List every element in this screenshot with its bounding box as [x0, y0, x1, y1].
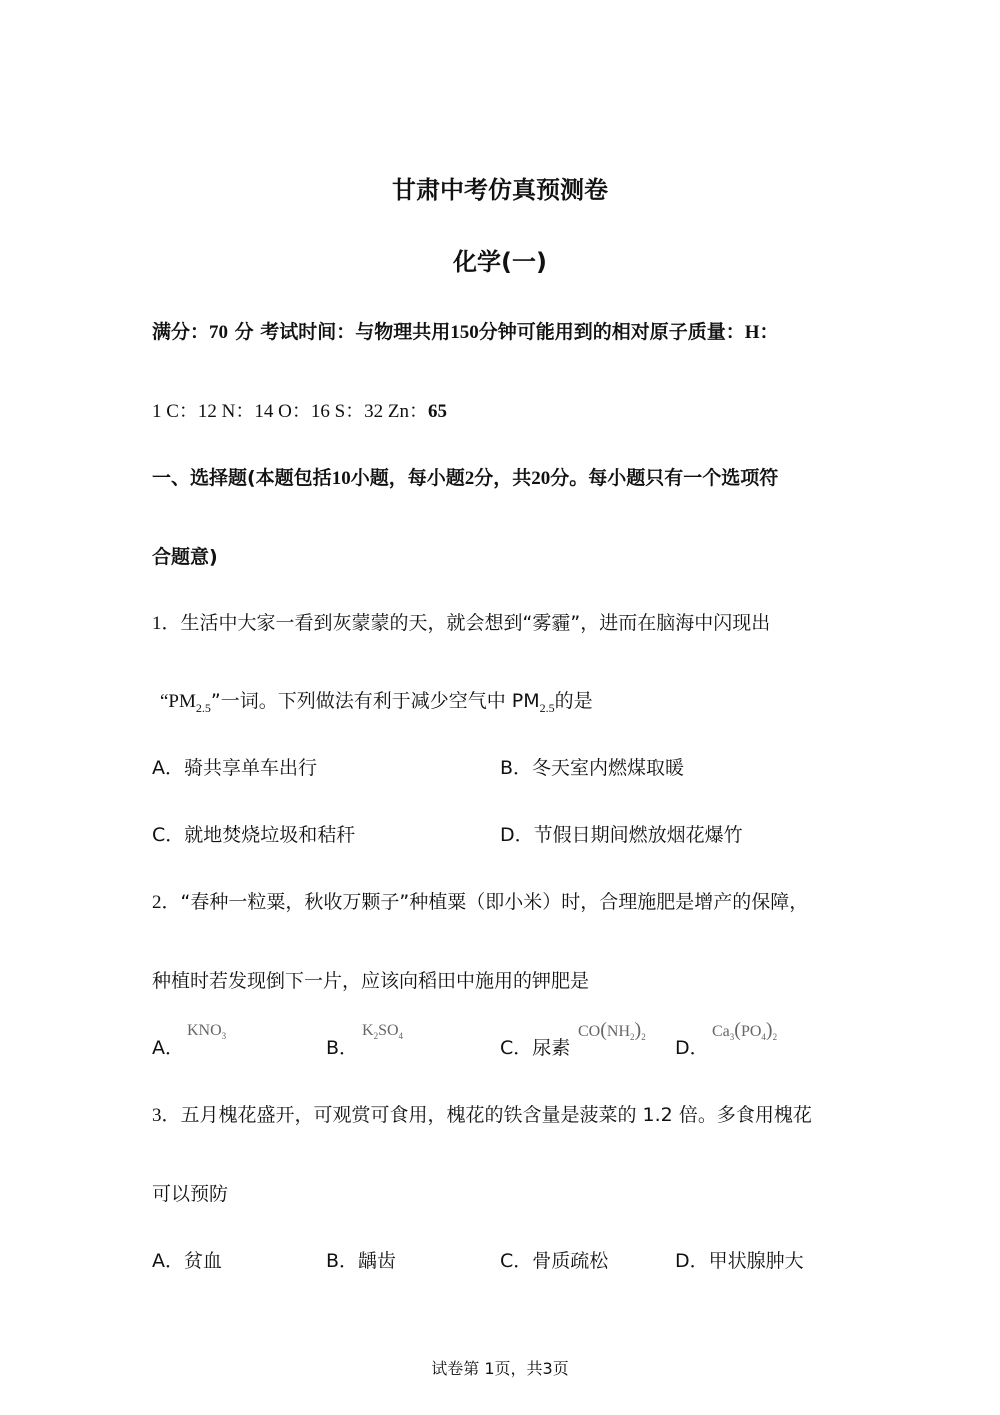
formula-text: NH [606, 1023, 631, 1040]
question-text: “PM [160, 691, 196, 712]
q2-option-d-formula [712, 1019, 777, 1042]
section-heading-line2: 合题意) [152, 546, 218, 568]
section-heading [152, 463, 778, 490]
info-label-mass: 分钟可能用到的相对原子质量： [478, 321, 745, 343]
subscript: 2 [373, 1031, 379, 1042]
section-heading-part: 一、选择题(本题包括 [152, 467, 332, 489]
question-text: ”一词。下列做法有利于减少空气中 PM [210, 690, 540, 712]
question-number: 1． [152, 613, 181, 634]
subscript: 4 [761, 1032, 766, 1043]
q1-option-c: C．就地焚烧垃圾和秸秆 [152, 824, 356, 846]
q2-option-c-formula [578, 1019, 646, 1042]
subscript: 3 [729, 1032, 735, 1043]
q3-option-a: A．贫血 [152, 1250, 222, 1272]
question-1-line1 [152, 608, 770, 635]
q2-option-c-label: C．尿素 [500, 1037, 571, 1059]
question-number: 2． [152, 892, 181, 913]
paren: ( [600, 1019, 607, 1041]
paren: ( [734, 1019, 741, 1041]
question-3-line2: 可以预防 [152, 1183, 229, 1205]
formula-text: CO [578, 1023, 601, 1040]
formula-text: Ca [712, 1023, 730, 1040]
info-label-score: 满分： [152, 321, 210, 343]
formula-text: PO [740, 1023, 762, 1040]
paren: ) [765, 1019, 773, 1041]
q2-option-b-label: B． [326, 1037, 359, 1059]
subscript: 2 [772, 1032, 778, 1043]
subscript: 2 [641, 1032, 646, 1043]
info-label-time: 分 考试时间：与物理共用 [234, 321, 451, 343]
page-subtitle: 化学(一) [453, 248, 547, 276]
question-text: 五月槐花盛开，可观赏可食用，槐花的铁含量是菠菜的 1.2 倍。多食用槐花 [180, 1104, 812, 1126]
question-text: “春种一粒粟，秋收万颗子”种植粟（即小米）时，合理施肥是增产的保障， [180, 891, 809, 913]
q1-option-a: A．骑共享单车出行 [152, 757, 317, 779]
section-heading-number: 20 [531, 468, 551, 489]
info-masses: 1 C：12 N：14 O：16 S：32 Zn： [152, 401, 429, 422]
q1-option-d: D．节假日期间燃放烟花爆竹 [500, 824, 743, 846]
question-1-line2 [160, 686, 593, 716]
subscript: 2.5 [539, 700, 555, 715]
section-heading-part: 分。每小题只有一个选项符 [550, 467, 779, 489]
q3-option-d: D．甲状腺肿大 [675, 1250, 804, 1272]
q3-option-c: C．骨质疏松 [500, 1250, 609, 1272]
q2-option-b-formula [362, 1022, 403, 1041]
paren: ) [634, 1019, 642, 1041]
question-number: 3． [152, 1105, 181, 1126]
formula-text: K [362, 1022, 374, 1039]
q2-option-a-formula [187, 1022, 226, 1041]
q2-option-a-label: A． [152, 1037, 184, 1059]
section-heading-number: 10 [331, 468, 351, 489]
exam-info-line1 [152, 317, 779, 344]
q2-option-d-label: D． [675, 1037, 709, 1059]
subscript: 2.5 [195, 700, 211, 715]
subscript: 3 [221, 1031, 227, 1042]
question-2-line1 [152, 887, 808, 914]
formula-text: KNO [187, 1022, 222, 1039]
page-footer: 试卷第 1页，共3页 [431, 1359, 569, 1378]
question-2-line2: 种植时若发现倒下一片，应该向稻田中施用的钾肥是 [152, 970, 590, 992]
info-mass-h: H： [744, 322, 779, 343]
question-text: 的是 [554, 690, 593, 712]
section-heading-number: 2 [464, 468, 475, 489]
section-heading-part: 分，共 [474, 467, 532, 489]
exam-info-line2 [152, 396, 447, 423]
info-score: 70 [209, 322, 229, 343]
question-text: 生活中大家一看到灰蒙蒙的天，就会想到“雾霾”，进而在脑海中闪现出 [180, 612, 771, 634]
subscript: 2 [630, 1032, 635, 1043]
section-heading-part: 小题，每小题 [350, 467, 465, 489]
subscript: 4 [398, 1031, 404, 1042]
q3-option-b: B．龋齿 [326, 1250, 397, 1272]
info-time: 150 [450, 322, 479, 343]
q1-option-b: B．冬天室内燃煤取暖 [500, 757, 685, 779]
info-mass-zn: 65 [428, 401, 448, 422]
question-3-line1 [152, 1100, 812, 1127]
formula-text: SO [378, 1022, 399, 1039]
page-title: 甘肃中考仿真预测卷 [392, 176, 608, 204]
